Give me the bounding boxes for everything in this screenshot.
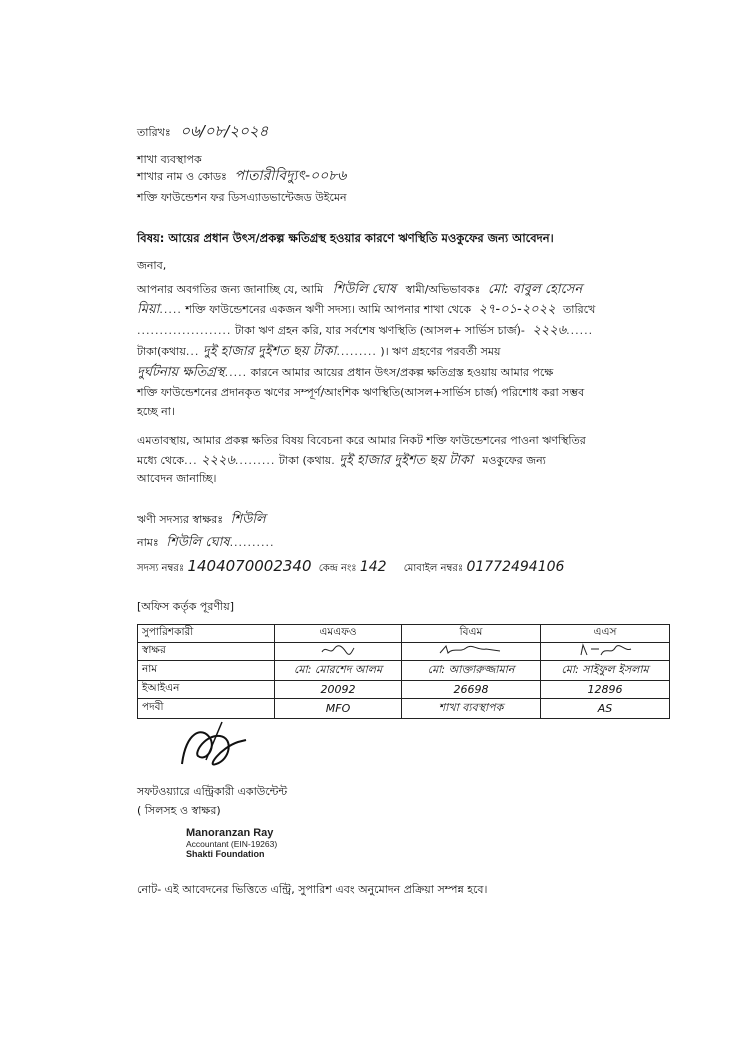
body-text: টাকা ঋণ গ্রহন করি, যার সর্বশেষ ঋণস্থিতি (আসল+ সার্ভিস চার্জ)- — [234, 324, 525, 337]
mfo-signature — [275, 643, 402, 661]
table-row — [138, 643, 670, 661]
bm-designation: শাখা ব্যবস্থাপক — [402, 699, 541, 719]
row-label: নাম — [138, 661, 275, 681]
as-designation: AS — [541, 699, 670, 719]
date-line — [137, 124, 268, 140]
center-value: 142 — [359, 559, 387, 575]
body1-line3: ..................... টাকা ঋণ গ্রহন করি, যার সর্বশেষ ঋণস্থিতি (আসল+ সার্ভিস চার্জ)- ২২২৬...... — [137, 323, 594, 338]
waiver-amount-handwritten: ২২২৬ — [201, 453, 235, 468]
branch-value: পাতারীবিদ্যুৎ-০০৮৬ — [234, 168, 347, 184]
member-signature-line — [137, 513, 266, 527]
accountant-stamp — [186, 827, 277, 859]
body2-line3: আবেদন জানাচ্ছি। — [137, 472, 217, 485]
member-id-line — [137, 559, 564, 576]
guardian-name-continued: মিয়া — [137, 302, 160, 317]
reason-handwritten: দুর্ঘটনায় ক্ষতিগ্রস্থ — [137, 365, 225, 380]
branch-line — [137, 169, 346, 184]
office-section-title: [অফিস কর্তৃক পূরণীয়] — [137, 600, 234, 613]
signature-scribble-icon — [436, 643, 506, 657]
accountant-title: সফটওয়্যারে এন্ট্রিকারী একাউন্টেন্ট — [137, 785, 288, 798]
body1-line4: টাকা(কথায়... দুই হাজার দুইশত ছয় টাকা......... )। ঋণ গ্রহণের পরবর্তী সময় — [137, 344, 501, 359]
body-text: টাকা(কথায় — [137, 345, 186, 358]
as-name: মো: সাইফুল ইসলাম — [541, 661, 670, 681]
accountant-signature-icon — [176, 712, 256, 778]
header-cell: এএস — [541, 625, 670, 643]
body1-line2: মিয়া..... শক্তি ফাউন্ডেশনের একজন ঋণী সদস্য। আমি আপনার শাখা থেকে ২৭-০১-২০২২ তারিখে — [137, 302, 596, 317]
member-name-line: নামঃ শিউলি ঘোষ.......... — [137, 535, 275, 550]
date-value: ০৬/০৮/২০২৪ — [180, 122, 269, 140]
mfo-name: মো: মোরশেদ আলম — [275, 661, 402, 681]
stamp-name: Manoranzan Ray — [186, 827, 274, 839]
body1-line1 — [137, 283, 582, 297]
body-text: স্বামী/অভিভাবকঃ — [405, 283, 481, 296]
footer-note: নোট- এই আবেদনের ভিত্তিতে এন্ট্রি, সুপারিশ এবং অনুমোদন প্রক্রিয়া সম্পন্ন হবে। — [137, 883, 488, 896]
header-cell: সুপারিশকারী — [138, 625, 275, 643]
row-label: ইআইএন — [138, 681, 275, 699]
office-approval-table — [137, 624, 670, 719]
member-no-label: সদস্য নম্বরঃ — [137, 563, 185, 574]
loan-date-handwritten: ২৭-০১-২০২২ — [478, 302, 556, 317]
as-signature — [541, 643, 670, 661]
body-text: কারনে আমার আয়ের প্রধান উৎস/প্রকল্প ক্ষতিগ্রস্ত হওয়ায় আমার পক্ষে — [250, 366, 554, 379]
subject-line: বিষয়: আয়ের প্রধান উৎস/প্রকল্প ক্ষতিগ্রস্থ হওয়ার কারণে ঋণস্থিতি মওকুফের জন্য আবেদন। — [137, 231, 554, 245]
body2-line2: মধ্যে থেকে... ২২২৬......... টাকা (কথায়. দুই হাজার দুইশত ছয় টাকা মওকুফের জন্য — [137, 453, 546, 468]
body-text: তারিখে — [563, 303, 596, 316]
mfo-designation: MFO — [275, 699, 402, 719]
row-label: স্বাক্ষর — [138, 643, 275, 661]
accountant-subtitle: ( সিলসহ ও স্বাক্ষর) — [137, 804, 221, 817]
outstanding-words-handwritten: দুই হাজার দুইশত ছয় টাকা — [202, 344, 337, 359]
mfo-ein: 20092 — [275, 681, 402, 699]
table-row — [138, 681, 670, 699]
body-text: মধ্যে থেকে — [137, 454, 185, 467]
body-text: টাকা (কথায় — [278, 454, 332, 467]
mobile-label: মোবাইল নম্বরঃ — [403, 563, 464, 574]
member-name-handwritten: শিউলি ঘোষ — [332, 282, 397, 297]
bm-signature — [402, 643, 541, 661]
signature-label: ঋণী সদস্যর স্বাক্ষরঃ — [137, 513, 224, 526]
body-text: শক্তি ফাউন্ডেশনের একজন ঋণী সদস্য। আমি আপনার শাখা থেকে — [185, 303, 472, 316]
header-cell: এমএফও — [275, 625, 402, 643]
waiver-words-handwritten: দুই হাজার দুইশত ছয় টাকা — [339, 453, 473, 468]
header-cell: বিএম — [402, 625, 541, 643]
member-no-value: 1404070002340 — [187, 557, 312, 575]
body1-line6: শক্তি ফাউন্ডেশনের প্রদানকৃত ঋণের সম্পূর্ণ/আংশিক ঋণস্থিতি(আসল+সার্ভিস চার্জ) পরিশোধ করা সম্ভব — [137, 386, 585, 399]
body2-line1: এমতাবস্থায়, আমার প্রকল্প ক্ষতির বিষয় বিবেচনা করে আমার নিকট শক্তি ফাউন্ডেশনের পাওনা ঋণস্থিতির — [137, 434, 586, 447]
body-text: আপনার অবগতির জন্য জানাচ্ছি যে, আমি — [137, 283, 324, 296]
body-text: )। ঋণ গ্রহণের পরবর্তী সময় — [380, 345, 501, 358]
signature-scribble-icon — [575, 643, 635, 657]
body-text: মওকুফের জন্য — [482, 454, 546, 467]
guardian-name-handwritten: মো: বাবুল হোসেন — [487, 282, 583, 297]
as-ein: 12896 — [541, 681, 670, 699]
organization-line: শক্তি ফাউন্ডেশন ফর ডিসএ্যাডভান্টেজড উইমেন — [137, 191, 347, 204]
outstanding-handwritten: ২২২৬ — [532, 323, 567, 338]
branch-label: শাখার নাম ও কোডঃ — [137, 170, 227, 183]
row-label: পদবী — [138, 699, 275, 719]
member-signature: শিউলি — [230, 512, 266, 527]
stamp-org: Shakti Foundation — [186, 849, 265, 859]
signature-scribble-icon — [318, 643, 358, 657]
bm-name: মো: আক্তারুজ্জামান — [402, 661, 541, 681]
center-label: কেন্দ্র নংঃ — [318, 563, 357, 574]
table-row — [138, 661, 670, 681]
member-name-value: শিউলি ঘোষ — [166, 535, 230, 550]
body1-line5: দুর্ঘটনায় ক্ষতিগ্রস্থ..... কারনে আমার আয়ের প্রধান উৎস/প্রকল্প ক্ষতিগ্রস্ত হওয়ায় আমার পক্ষে — [137, 365, 554, 380]
table-header-row — [138, 625, 670, 643]
stamp-title: Accountant (EIN-19263) — [186, 839, 278, 849]
salutation: জনাব, — [137, 259, 167, 272]
body1-line7: হচ্ছে না। — [137, 405, 175, 418]
bm-ein: 26698 — [402, 681, 541, 699]
recipient-line: শাখা ব্যবস্থাপক — [137, 153, 202, 166]
name-label: নামঃ — [137, 536, 159, 549]
date-label: তারিখঃ — [137, 126, 171, 139]
mobile-value: 01772494106 — [466, 559, 565, 575]
